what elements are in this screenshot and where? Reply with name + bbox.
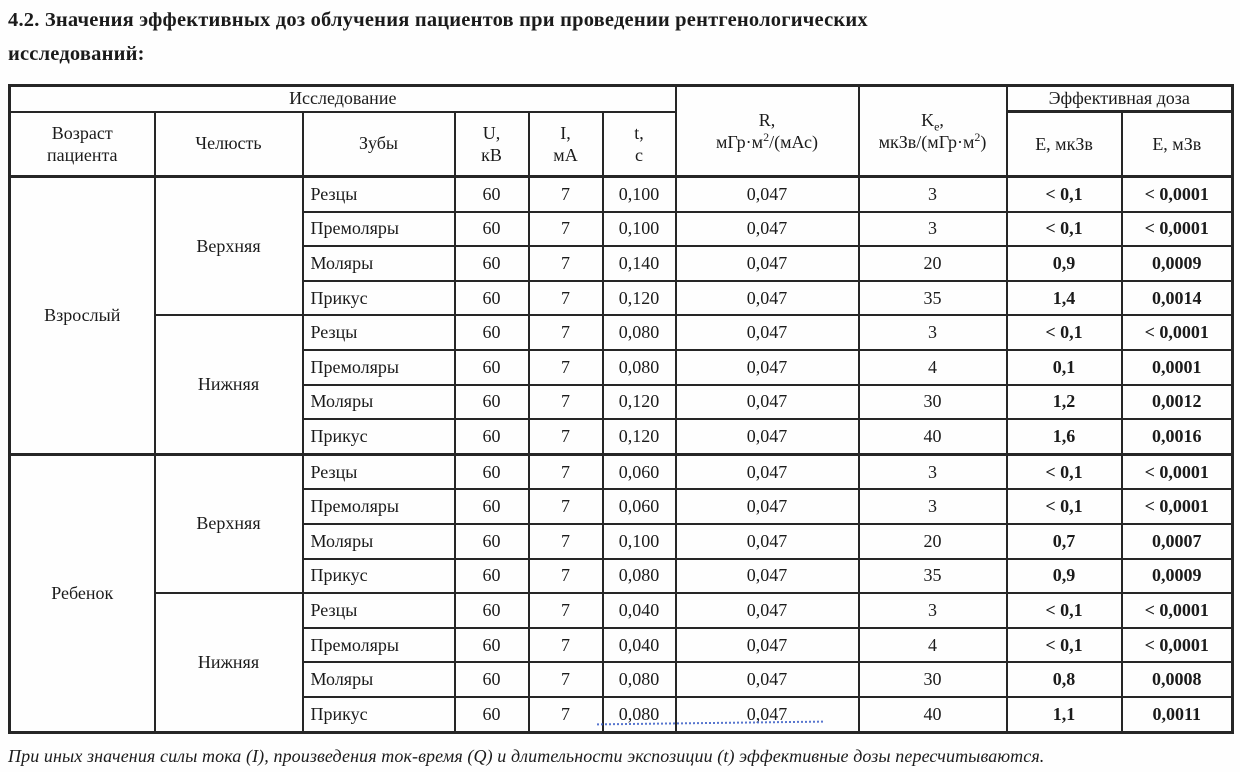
section-title-line1: 4.2. Значения эффективных доз облучения пациентов при проведении рентгенологических xyxy=(8,9,868,31)
cell-i: 7 xyxy=(529,177,603,212)
cell-i: 7 xyxy=(529,489,603,524)
cell-ke: 40 xyxy=(859,697,1007,732)
cell-i: 7 xyxy=(529,246,603,281)
cell-e-ukzv: 0,9 xyxy=(1007,559,1122,594)
cell-e-mzv: 0,0012 xyxy=(1122,385,1233,420)
cell-teeth: Премоляры xyxy=(303,628,455,663)
cell-i: 7 xyxy=(529,628,603,663)
cell-e-mzv: 0,0011 xyxy=(1122,697,1233,732)
header-u: U, кВ xyxy=(455,112,529,177)
cell-teeth: Резцы xyxy=(303,593,455,628)
cell-r: 0,047 xyxy=(676,662,859,697)
cell-i: 7 xyxy=(529,559,603,594)
cell-r: 0,047 xyxy=(676,419,859,454)
cell-u: 60 xyxy=(455,212,529,247)
cell-ke: 30 xyxy=(859,662,1007,697)
cell-e-mzv: 0,0014 xyxy=(1122,281,1233,316)
cell-u: 60 xyxy=(455,559,529,594)
cell-teeth: Премоляры xyxy=(303,212,455,247)
cell-u: 60 xyxy=(455,246,529,281)
cell-teeth: Резцы xyxy=(303,315,455,350)
cell-e-ukzv: 1,4 xyxy=(1007,281,1122,316)
cell-jaw: Нижняя xyxy=(155,593,303,732)
cell-jaw: Верхняя xyxy=(155,177,303,316)
cell-r: 0,047 xyxy=(676,454,859,489)
cell-e-ukzv: < 0,1 xyxy=(1007,454,1122,489)
cell-r: 0,047 xyxy=(676,559,859,594)
cell-teeth: Моляры xyxy=(303,524,455,559)
cell-e-ukzv: < 0,1 xyxy=(1007,212,1122,247)
cell-e-ukzv: 0,7 xyxy=(1007,524,1122,559)
cell-r: 0,047 xyxy=(676,177,859,212)
cell-t: 0,100 xyxy=(603,177,676,212)
cell-e-ukzv: 1,2 xyxy=(1007,385,1122,420)
header-r xyxy=(676,86,859,177)
cell-ke: 35 xyxy=(859,559,1007,594)
cell-i: 7 xyxy=(529,281,603,316)
header-r-unit: $мГр\cdot м^2/(мАс)$ xyxy=(716,130,818,152)
dose-table xyxy=(8,84,1234,734)
header-i: I, мА xyxy=(529,112,603,177)
cell-u: 60 xyxy=(455,628,529,663)
cell-e-mzv: < 0,0001 xyxy=(1122,315,1233,350)
cell-e-ukzv: 0,9 xyxy=(1007,246,1122,281)
cell-t: 0,080 xyxy=(603,662,676,697)
cell-t: 0,080 xyxy=(603,559,676,594)
header-teeth: Зубы xyxy=(303,112,455,177)
cell-e-mzv: 0,0009 xyxy=(1122,559,1233,594)
cell-i: 7 xyxy=(529,662,603,697)
cell-t: 0,120 xyxy=(603,281,676,316)
cell-i: 7 xyxy=(529,212,603,247)
cell-e-ukzv: < 0,1 xyxy=(1007,628,1122,663)
cell-teeth: Прикус xyxy=(303,559,455,594)
cell-e-mzv: < 0,0001 xyxy=(1122,454,1233,489)
cell-ke: 3 xyxy=(859,212,1007,247)
header-jaw: Челюсть xyxy=(155,112,303,177)
table-row xyxy=(10,454,1233,489)
cell-t: 0,060 xyxy=(603,454,676,489)
header-ke-unit: мкЗв/$(мГр\cdot м^2)$ xyxy=(878,130,987,152)
cell-t: 0,120 xyxy=(603,419,676,454)
header-issledovanie: Исследование xyxy=(10,86,676,112)
cell-teeth: Моляры xyxy=(303,246,455,281)
cell-u: 60 xyxy=(455,419,529,454)
cell-t: 0,080 xyxy=(603,315,676,350)
cell-e-ukzv: < 0,1 xyxy=(1007,593,1122,628)
cell-u: 60 xyxy=(455,524,529,559)
cell-teeth: Резцы xyxy=(303,177,455,212)
header-ke xyxy=(859,86,1007,177)
cell-r: 0,047 xyxy=(676,489,859,524)
cell-t: 0,040 xyxy=(603,628,676,663)
cell-ke: 20 xyxy=(859,524,1007,559)
cell-t: 0,060 xyxy=(603,489,676,524)
cell-ke: 30 xyxy=(859,385,1007,420)
cell-t: 0,100 xyxy=(603,524,676,559)
cell-u: 60 xyxy=(455,662,529,697)
cell-ke: 3 xyxy=(859,177,1007,212)
cell-ke: 3 xyxy=(859,489,1007,524)
cell-t: 0,080 xyxy=(603,350,676,385)
cell-u: 60 xyxy=(455,315,529,350)
cell-ke: 20 xyxy=(859,246,1007,281)
cell-e-ukzv: 0,1 xyxy=(1007,350,1122,385)
cell-i: 7 xyxy=(529,454,603,489)
table-row xyxy=(10,593,1233,628)
cell-teeth: Прикус xyxy=(303,281,455,316)
footnote: При иных значения силы тока (I), произведения ток-время (Q) и длительности экспозиции (t) эффективные дозы пересчитываются. xyxy=(8,746,1045,766)
header-e-ukzv: Е, мкЗв xyxy=(1007,112,1122,177)
cell-e-mzv: 0,0016 xyxy=(1122,419,1233,454)
cell-t: 0,100 xyxy=(603,212,676,247)
table-row xyxy=(10,177,1233,212)
cell-u: 60 xyxy=(455,697,529,732)
cell-e-mzv: < 0,0001 xyxy=(1122,628,1233,663)
cell-r: 0,047 xyxy=(676,385,859,420)
cell-ke: 4 xyxy=(859,628,1007,663)
cell-age: Взрослый xyxy=(10,177,155,455)
cell-teeth: Моляры xyxy=(303,662,455,697)
cell-t: 0,120 xyxy=(603,385,676,420)
cell-teeth: Моляры xyxy=(303,385,455,420)
cell-e-ukzv: < 0,1 xyxy=(1007,489,1122,524)
cell-e-mzv: 0,0008 xyxy=(1122,662,1233,697)
cell-r: 0,047 xyxy=(676,315,859,350)
cell-teeth: Прикус xyxy=(303,419,455,454)
cell-i: 7 xyxy=(529,697,603,732)
cell-r: 0,047 xyxy=(676,697,859,732)
cell-jaw: Верхняя xyxy=(155,454,303,593)
cell-u: 60 xyxy=(455,281,529,316)
cell-e-ukzv: 0,8 xyxy=(1007,662,1122,697)
cell-r: 0,047 xyxy=(676,212,859,247)
cell-i: 7 xyxy=(529,350,603,385)
cell-u: 60 xyxy=(455,385,529,420)
header-ke-symbol: $K_e$, xyxy=(921,110,944,134)
cell-r: 0,047 xyxy=(676,246,859,281)
cell-teeth: Прикус xyxy=(303,697,455,732)
cell-teeth: Резцы xyxy=(303,454,455,489)
cell-ke: 3 xyxy=(859,454,1007,489)
header-effective-dose: Эффективная доза xyxy=(1007,86,1233,112)
cell-e-mzv: < 0,0001 xyxy=(1122,177,1233,212)
cell-u: 60 xyxy=(455,454,529,489)
cell-e-mzv: < 0,0001 xyxy=(1122,489,1233,524)
cell-e-ukzv: 1,1 xyxy=(1007,697,1122,732)
cell-t: 0,040 xyxy=(603,593,676,628)
cell-jaw: Нижняя xyxy=(155,315,303,454)
cell-ke: 3 xyxy=(859,593,1007,628)
cell-ke: 4 xyxy=(859,350,1007,385)
header-r-symbol: R, xyxy=(758,110,776,130)
cell-u: 60 xyxy=(455,489,529,524)
cell-e-mzv: 0,0007 xyxy=(1122,524,1233,559)
header-age: Возраст пациента xyxy=(10,112,155,177)
cell-teeth: Премоляры xyxy=(303,489,455,524)
cell-ke: 3 xyxy=(859,315,1007,350)
cell-i: 7 xyxy=(529,524,603,559)
cell-i: 7 xyxy=(529,385,603,420)
cell-u: 60 xyxy=(455,593,529,628)
cell-e-mzv: 0,0009 xyxy=(1122,246,1233,281)
header-t: t, с xyxy=(603,112,676,177)
cell-t: 0,080 xyxy=(603,697,676,732)
cell-ke: 35 xyxy=(859,281,1007,316)
cell-ke: 40 xyxy=(859,419,1007,454)
cell-e-ukzv: < 0,1 xyxy=(1007,315,1122,350)
cell-r: 0,047 xyxy=(676,350,859,385)
cell-teeth: Премоляры xyxy=(303,350,455,385)
cell-u: 60 xyxy=(455,350,529,385)
cell-e-ukzv: 1,6 xyxy=(1007,419,1122,454)
cell-r: 0,047 xyxy=(676,593,859,628)
cell-r: 0,047 xyxy=(676,281,859,316)
table-row xyxy=(10,315,1233,350)
cell-e-ukzv: < 0,1 xyxy=(1007,177,1122,212)
cell-i: 7 xyxy=(529,315,603,350)
cell-r: 0,047 xyxy=(676,628,859,663)
cell-e-mzv: < 0,0001 xyxy=(1122,593,1233,628)
cell-r: 0,047 xyxy=(676,524,859,559)
cell-u: 60 xyxy=(455,177,529,212)
cell-t: 0,140 xyxy=(603,246,676,281)
cell-e-mzv: 0,0001 xyxy=(1122,350,1233,385)
cell-i: 7 xyxy=(529,593,603,628)
cell-age: Ребенок xyxy=(10,454,155,732)
section-title xyxy=(8,2,1218,69)
cell-e-mzv: < 0,0001 xyxy=(1122,212,1233,247)
section-title-line2: исследований: xyxy=(8,43,145,65)
cell-i: 7 xyxy=(529,419,603,454)
header-e-mzv: Е, мЗв xyxy=(1122,112,1233,177)
